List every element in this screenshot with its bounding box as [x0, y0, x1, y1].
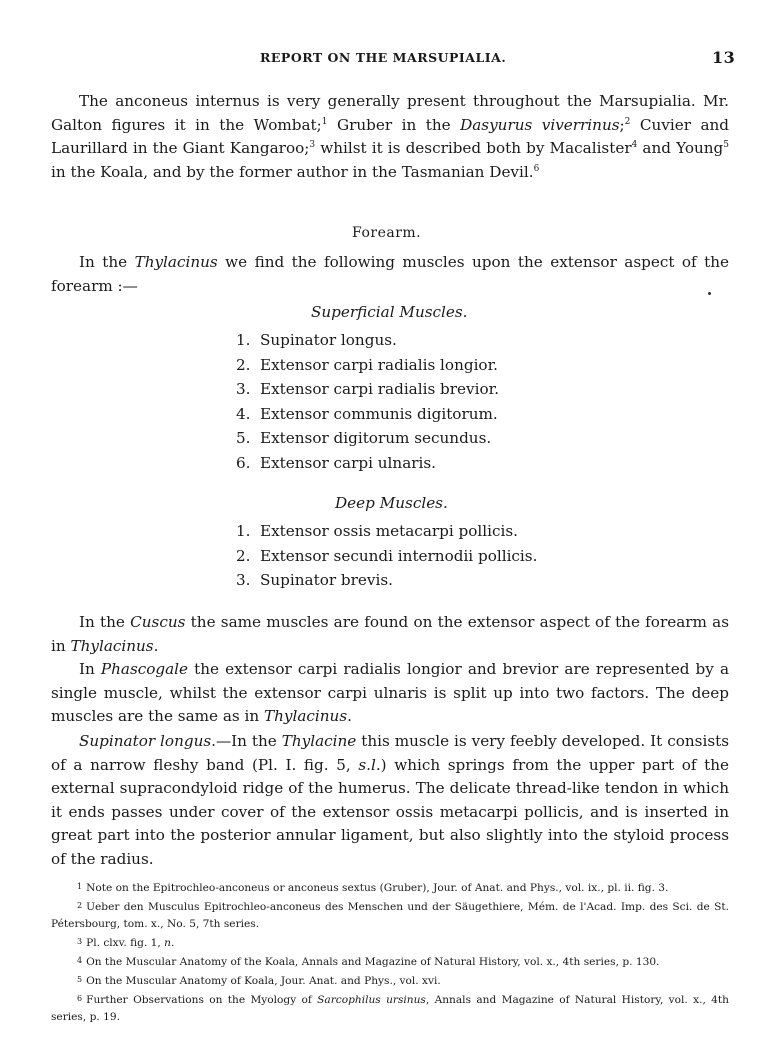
- footnote: [51, 971, 729, 990]
- intro-text: Gruber in the: [327, 115, 461, 134]
- footnotes: [51, 878, 729, 1026]
- intro-text: Cuvier and Laurillard in the Giant Kangaroo;: [51, 115, 729, 157]
- forearm-intro: [51, 251, 729, 298]
- footnote-text: Ueber den Musculus Epitrochleo-anconeus des Menschen und der Säugethiere, Mém. de l'Acad. Imp. des Sci. de St. Pétersbourg, tom. x., No. 5, 7th series.: [51, 901, 729, 930]
- running-header: [0, 50, 776, 70]
- footnote-text: .: [171, 937, 175, 949]
- superficial-heading: Superficial Muscles.: [311, 303, 468, 321]
- footnote-ref: 6: [533, 163, 540, 174]
- footnote-ref: 4: [631, 140, 638, 150]
- supinator-paragraph: [51, 730, 729, 871]
- list-item: [236, 426, 499, 451]
- item-number: 2.: [236, 355, 251, 374]
- item-number: 5.: [236, 429, 251, 447]
- item-text: Extensor carpi radialis longior.: [260, 355, 498, 374]
- item-number: 3.: [236, 571, 251, 589]
- footnote: [51, 878, 729, 897]
- item-text: Supinator brevis.: [260, 571, 393, 589]
- footnote-mark: 2: [77, 901, 83, 910]
- item-number: 3.: [236, 380, 251, 398]
- figure-label: n: [164, 937, 171, 949]
- intro-text: The anconeus internus is very generally present throughout the Marsupialia. Mr. Galton figures it in the Wombat;: [51, 92, 729, 134]
- body-text: the extensor carpi radialis longior and brevior are represented by a single muscle, whilst the extensor carpi ulnaris is split up into two factors. The deep muscles are the same as in: [51, 660, 729, 725]
- footnote-mark: 6: [77, 994, 83, 1003]
- list-item: [236, 451, 499, 476]
- item-number: 1.: [236, 522, 251, 540]
- muscle-name: Supinator longus: [79, 732, 212, 750]
- scan-speck: [708, 292, 711, 295]
- body-text: In the: [79, 613, 131, 631]
- footnote-text: Pl. clxv. fig. 1,: [86, 937, 165, 949]
- list-item: [236, 353, 499, 378]
- intro-paragraph: The anconeus internus is very generally present throughout the Marsupialia. Mr. Galton figures it in the Wombat;$^1$ Gruber in the Dasyurus viverrinus;$^2$ Cuvier and Laurillard in the Giant Kangaroo;$^3$ whilst it is described both by Macalister$^4$ and Young$^5$ in the Koala, and by the former author in the Tasmanian Devil.$^6$: [51, 92, 729, 181]
- body-text: we find the following muscles upon the extensor aspect of the forearm :—: [51, 253, 729, 295]
- section-heading: Forearm.: [352, 225, 422, 241]
- taxon-name: Thylacinus: [134, 253, 218, 271]
- list-item: [236, 377, 499, 402]
- taxon-name: Thylacinus: [264, 707, 348, 725]
- body-text: In the: [79, 253, 135, 271]
- footnote-text: Further Observations on the Myology of: [86, 994, 318, 1006]
- body-text: ) which springs from the upper part of the external supracondyloid ridge of the humerus. The delicate thread-like tendon in which it ends passes under cover of the extensor ossis metacarpi pollicis, and is inserted in great part into the posterior annular ligament, but also slightly into the styloid process of the radius.: [51, 755, 729, 868]
- intro-text: whilst it is described both by Macalister: [315, 139, 632, 157]
- footnote-ref: 1: [321, 116, 328, 127]
- list-item: [236, 544, 537, 569]
- running-title: REPORT ON THE MARSUPIALIA.: [260, 50, 507, 65]
- taxon-name: Sarcophilus ursinus: [317, 994, 426, 1006]
- list-item: [236, 328, 499, 353]
- footnote: [51, 933, 729, 952]
- item-text: Extensor carpi ulnaris.: [260, 453, 436, 472]
- footnote-text: Note on the Epitrochleo-anconeus or anconeus sextus (Gruber), Jour. of Anat. and Phys., vol. ix., pl. ii. fig. 3.: [86, 882, 669, 894]
- footnote-text: , Annals and Magazine of Natural History, vol. x., 4th series, p. 19.: [51, 994, 729, 1023]
- item-text: Extensor digitorum secundus.: [260, 429, 492, 447]
- footnote-ref: 2: [624, 116, 631, 127]
- item-number: 2.: [236, 546, 251, 565]
- phascogale-paragraph: [51, 658, 729, 729]
- body-text: In: [79, 660, 101, 678]
- taxon-name: Cuscus: [130, 613, 186, 631]
- footnote-mark: 1: [77, 882, 83, 891]
- footnote-ref: 5: [723, 140, 729, 150]
- body-text: .: [347, 707, 352, 725]
- list-item: [236, 568, 537, 593]
- intro-text: in the Koala, and by the former author in the Tasmanian Devil.: [51, 162, 534, 181]
- footnote-ref: 3: [309, 140, 316, 150]
- footnote-text: On the Muscular Anatomy of Koala, Jour. Anat. and Phys., vol. xvi.: [86, 975, 441, 987]
- body-text: this muscle is very feebly developed. It consists of a narrow fleshy band (Pl. I. fig. 5,: [51, 732, 730, 774]
- intro-text: and Young: [637, 139, 724, 157]
- footnote-mark: 3: [77, 937, 83, 946]
- item-text: Extensor communis digitorum.: [260, 404, 498, 423]
- figure-label: s.l.: [358, 755, 381, 774]
- list-item: [236, 519, 537, 544]
- footnote: [51, 952, 729, 971]
- item-text: Extensor secundi internodii pollicis.: [260, 546, 538, 565]
- item-number: 1.: [236, 331, 251, 349]
- taxon-name: Phascogale: [100, 660, 189, 678]
- footnote-mark: 5: [77, 975, 83, 984]
- footnote: [51, 990, 729, 1026]
- body-text: .—In the: [211, 732, 282, 750]
- list-item: [236, 402, 499, 427]
- body-text: .: [153, 636, 159, 655]
- deep-list: [236, 519, 537, 593]
- footnote: [51, 897, 729, 933]
- item-text: Supinator longus.: [260, 331, 397, 349]
- page-number: 13: [712, 48, 736, 67]
- cuscus-paragraph: [51, 611, 729, 658]
- deep-heading: Deep Muscles.: [335, 494, 448, 512]
- item-number: 4.: [236, 404, 251, 423]
- footnote-mark: 4: [77, 956, 83, 965]
- item-text: Extensor ossis metacarpi pollicis.: [260, 522, 518, 540]
- body-text: the same muscles are found on the extensor aspect of the forearm as in: [51, 613, 730, 655]
- taxon-name: Thylacine: [281, 732, 357, 750]
- taxon-name: Dasyurus viverrinus: [460, 115, 620, 134]
- superficial-list: [236, 328, 499, 475]
- taxon-name: Thylacinus: [70, 636, 154, 655]
- footnote-text: On the Muscular Anatomy of the Koala, Annals and Magazine of Natural History, vol. x., 4th series, p. 130.: [86, 956, 660, 968]
- item-text: Extensor carpi radialis brevior.: [260, 380, 500, 398]
- item-number: 6.: [236, 453, 251, 472]
